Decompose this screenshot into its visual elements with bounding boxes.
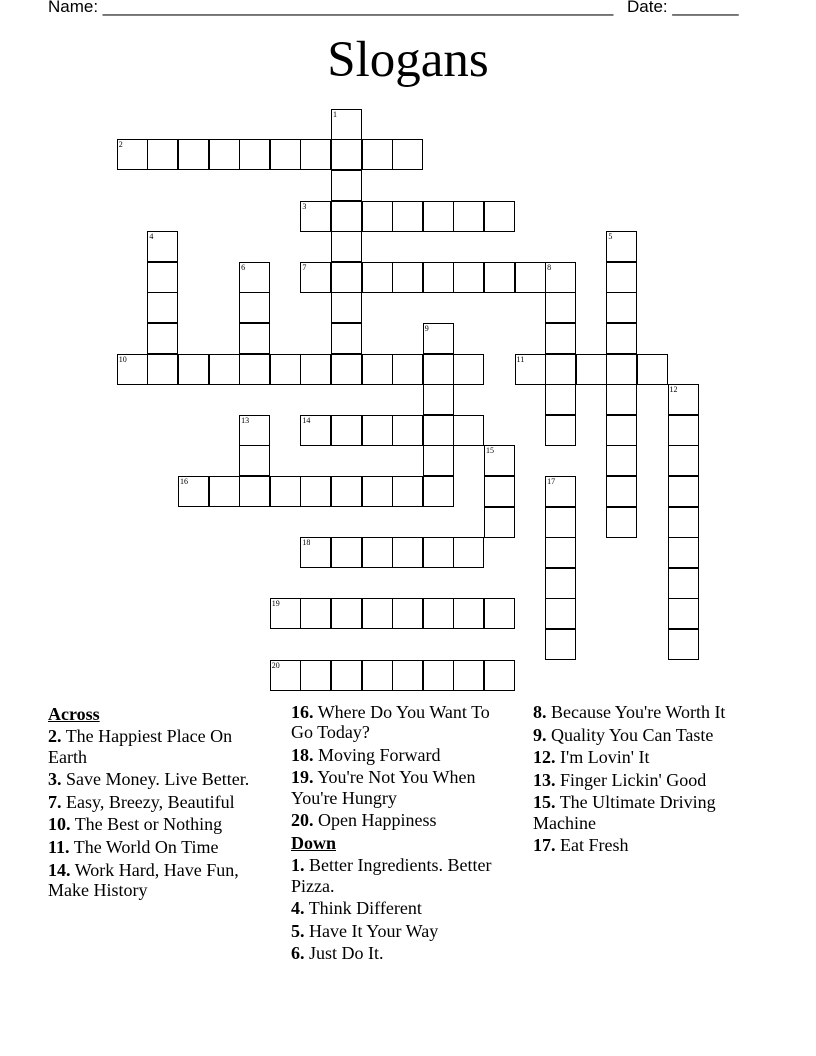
- across-clue: [48, 860, 273, 901]
- grid-cell[interactable]: [178, 476, 209, 507]
- grid-cell[interactable]: [637, 354, 668, 385]
- grid-cell[interactable]: [362, 537, 393, 568]
- grid-cell[interactable]: [453, 415, 484, 446]
- across-clue: [48, 726, 273, 767]
- grid-cell[interactable]: [453, 262, 484, 293]
- clue-number-label: 19: [271, 599, 280, 609]
- grid-cell[interactable]: [331, 660, 362, 691]
- grid-cell[interactable]: [606, 476, 637, 507]
- grid-cell[interactable]: [331, 262, 362, 293]
- grid-cell[interactable]: [178, 354, 209, 385]
- grid-cell[interactable]: [239, 292, 270, 323]
- grid-cell[interactable]: [545, 507, 576, 538]
- grid-cell[interactable]: [668, 507, 699, 538]
- grid-cell[interactable]: [606, 262, 637, 293]
- clues-column-3: [533, 702, 758, 858]
- clue-number-label: 5: [608, 232, 613, 242]
- across-clue: [48, 814, 273, 834]
- clue-number-label: 2: [118, 140, 123, 150]
- clue-text: The Best or Nothing: [74, 814, 223, 835]
- grid-cell[interactable]: [392, 537, 423, 568]
- grid-cell[interactable]: [117, 139, 148, 170]
- grid-cell[interactable]: [362, 201, 393, 232]
- grid-cell[interactable]: [209, 476, 240, 507]
- grid-cell[interactable]: [392, 660, 423, 691]
- across-clue: [291, 702, 516, 743]
- grid-cell[interactable]: [423, 384, 454, 415]
- grid-cell[interactable]: [300, 354, 331, 385]
- grid-cell[interactable]: [239, 354, 270, 385]
- clue-number-label: 8: [547, 262, 552, 272]
- clue-text: Easy, Breezy, Beautiful: [66, 791, 235, 812]
- grid-cell[interactable]: [668, 415, 699, 446]
- grid-cell[interactable]: [239, 139, 270, 170]
- grid-cell[interactable]: [545, 415, 576, 446]
- clue-text: The Happiest Place On Earth: [48, 726, 233, 767]
- clue-number-label: 16: [179, 476, 188, 486]
- grid-cell[interactable]: [484, 476, 515, 507]
- clue-number-label: 10: [118, 354, 127, 364]
- grid-cell[interactable]: [545, 354, 576, 385]
- grid-cell[interactable]: [606, 415, 637, 446]
- clue-text: Where Do You Want To Go Today?: [291, 702, 490, 743]
- grid-cell[interactable]: [423, 262, 454, 293]
- grid-cell[interactable]: [300, 598, 331, 629]
- name-field[interactable]: Name: ______________________________________________________: [48, 0, 614, 16]
- across-clue: [48, 792, 273, 812]
- across-clue: [291, 810, 516, 830]
- grid-cell[interactable]: [545, 629, 576, 660]
- clue-text: Just Do It.: [309, 943, 384, 964]
- grid-cell[interactable]: [239, 476, 270, 507]
- clue-number-label: 9: [424, 323, 429, 333]
- clue-number: 17.: [533, 835, 556, 856]
- grid-cell[interactable]: [239, 445, 270, 476]
- grid-cell[interactable]: [239, 323, 270, 354]
- across-clue: [48, 769, 273, 789]
- grid-cell[interactable]: [392, 598, 423, 629]
- clue-number-label: 12: [669, 385, 678, 395]
- clue-number-label: 17: [547, 476, 556, 486]
- grid-cell[interactable]: [423, 323, 454, 354]
- grid-cell[interactable]: [362, 354, 393, 385]
- grid-cell[interactable]: [331, 537, 362, 568]
- grid-cell[interactable]: [545, 476, 576, 507]
- grid-cell[interactable]: [239, 415, 270, 446]
- across-clue: [48, 837, 273, 857]
- grid-cell[interactable]: [331, 292, 362, 323]
- grid-cell[interactable]: [453, 537, 484, 568]
- grid-cell[interactable]: [331, 139, 362, 170]
- grid-cell[interactable]: [423, 598, 454, 629]
- grid-cell[interactable]: [331, 323, 362, 354]
- clue-number: 15.: [533, 792, 556, 813]
- grid-cell[interactable]: [300, 262, 331, 293]
- grid-cell[interactable]: [545, 262, 576, 293]
- grid-cell[interactable]: [576, 354, 607, 385]
- clue-text: Think Different: [308, 898, 422, 919]
- grid-cell[interactable]: [606, 354, 637, 385]
- grid-cell[interactable]: [270, 660, 301, 691]
- grid-cell[interactable]: [331, 170, 362, 201]
- clue-text: Better Ingredients. Better Pizza.: [291, 855, 492, 896]
- clue-number: 2.: [48, 726, 62, 747]
- grid-cell[interactable]: [668, 629, 699, 660]
- grid-cell[interactable]: [606, 507, 637, 538]
- grid-cell[interactable]: [423, 415, 454, 446]
- grid-cell[interactable]: [606, 384, 637, 415]
- clue-number: 13.: [533, 769, 556, 790]
- grid-cell[interactable]: [453, 598, 484, 629]
- clue-number: 14.: [48, 859, 71, 880]
- grid-cell[interactable]: [392, 476, 423, 507]
- grid-cell[interactable]: [606, 231, 637, 262]
- grid-cell[interactable]: [668, 537, 699, 568]
- down-clue: [533, 770, 758, 790]
- grid-cell[interactable]: [668, 384, 699, 415]
- clues-column-2: [291, 702, 516, 966]
- grid-cell[interactable]: [331, 231, 362, 262]
- grid-cell[interactable]: [300, 476, 331, 507]
- clue-text: Have It Your Way: [309, 920, 439, 941]
- grid-cell[interactable]: [606, 445, 637, 476]
- grid-cell[interactable]: [392, 354, 423, 385]
- grid-cell[interactable]: [331, 201, 362, 232]
- grid-cell[interactable]: [300, 660, 331, 691]
- grid-cell[interactable]: [423, 445, 454, 476]
- grid-cell[interactable]: [270, 354, 301, 385]
- grid-cell[interactable]: [117, 354, 148, 385]
- grid-cell[interactable]: [300, 537, 331, 568]
- grid-cell[interactable]: [392, 415, 423, 446]
- grid-cell[interactable]: [484, 507, 515, 538]
- grid-cell[interactable]: [362, 476, 393, 507]
- grid-cell[interactable]: [209, 354, 240, 385]
- grid-cell[interactable]: [453, 201, 484, 232]
- grid-cell[interactable]: [239, 262, 270, 293]
- grid-cell[interactable]: [362, 415, 393, 446]
- grid-cell[interactable]: [147, 262, 178, 293]
- grid-cell[interactable]: [606, 292, 637, 323]
- grid-cell[interactable]: [668, 445, 699, 476]
- clue-number-label: 4: [149, 232, 154, 242]
- clue-text: Finger Lickin' Good: [560, 769, 707, 790]
- grid-cell[interactable]: [484, 445, 515, 476]
- grid-cell[interactable]: [331, 109, 362, 140]
- grid-cell[interactable]: [453, 354, 484, 385]
- grid-cell[interactable]: [209, 139, 240, 170]
- clue-text: Save Money. Live Better.: [66, 769, 250, 790]
- grid-cell[interactable]: [545, 384, 576, 415]
- grid-cell[interactable]: [147, 354, 178, 385]
- down-clue: [533, 702, 758, 722]
- grid-cell[interactable]: [178, 139, 209, 170]
- clue-number: 18.: [291, 744, 314, 765]
- grid-cell[interactable]: [423, 537, 454, 568]
- grid-cell[interactable]: [147, 231, 178, 262]
- down-clue: [533, 725, 758, 745]
- grid-cell[interactable]: [545, 292, 576, 323]
- grid-cell[interactable]: [545, 598, 576, 629]
- grid-cell[interactable]: [362, 660, 393, 691]
- grid-cell[interactable]: [362, 262, 393, 293]
- clue-text: You're Not You When You're Hungry: [291, 767, 476, 808]
- clue-number: 10.: [48, 814, 71, 835]
- grid-cell[interactable]: [362, 598, 393, 629]
- grid-cell[interactable]: [453, 660, 484, 691]
- grid-cell[interactable]: [668, 598, 699, 629]
- clue-number: 19.: [291, 767, 314, 788]
- clue-text: Eat Fresh: [560, 835, 629, 856]
- grid-cell[interactable]: [545, 568, 576, 599]
- grid-cell[interactable]: [270, 598, 301, 629]
- clue-number-label: 15: [485, 446, 494, 456]
- clue-number: 7.: [48, 791, 62, 812]
- clue-number: 3.: [48, 769, 62, 790]
- date-field[interactable]: Date: _______: [627, 0, 739, 16]
- down-clue: [291, 921, 516, 941]
- clue-number-label: 18: [302, 538, 311, 548]
- grid-cell[interactable]: [270, 476, 301, 507]
- grid-cell[interactable]: [515, 262, 546, 293]
- grid-cell[interactable]: [423, 476, 454, 507]
- clue-number-label: 11: [516, 354, 525, 364]
- down-clue: [291, 943, 516, 963]
- clue-number: 4.: [291, 898, 305, 919]
- clues-column-1: [48, 702, 273, 902]
- across-clue: [291, 745, 516, 765]
- grid-cell[interactable]: [147, 292, 178, 323]
- grid-cell[interactable]: [331, 354, 362, 385]
- clue-text: Because You're Worth It: [551, 702, 726, 722]
- clue-number-label: 13: [241, 415, 250, 425]
- grid-cell[interactable]: [300, 201, 331, 232]
- across-clue: [291, 767, 516, 808]
- clue-number: 11.: [48, 836, 70, 857]
- clue-number: 6.: [291, 943, 305, 964]
- down-clue: [533, 792, 758, 833]
- clue-number: 20.: [291, 810, 314, 831]
- clue-number-label: 14: [302, 415, 311, 425]
- grid-cell[interactable]: [484, 598, 515, 629]
- down-clue: [291, 855, 516, 896]
- down-clue: [291, 898, 516, 918]
- clue-text: Open Happiness: [318, 810, 437, 831]
- across-heading: Across: [48, 704, 100, 724]
- grid-cell[interactable]: [270, 139, 301, 170]
- clue-number-label: 3: [302, 201, 307, 211]
- grid-cell[interactable]: [300, 139, 331, 170]
- clue-number: 16.: [291, 702, 314, 722]
- clue-number: 9.: [533, 724, 547, 745]
- clue-number: 8.: [533, 702, 547, 722]
- grid-cell[interactable]: [331, 415, 362, 446]
- down-clue: [533, 835, 758, 855]
- grid-cell[interactable]: [484, 660, 515, 691]
- grid-cell[interactable]: [392, 139, 423, 170]
- grid-cell[interactable]: [331, 476, 362, 507]
- grid-cell[interactable]: [484, 262, 515, 293]
- grid-cell[interactable]: [668, 476, 699, 507]
- grid-cell[interactable]: [423, 660, 454, 691]
- clue-text: Work Hard, Have Fun, Make History: [48, 859, 239, 900]
- grid-cell[interactable]: [484, 201, 515, 232]
- clue-text: The Ultimate Driving Machine: [533, 792, 716, 833]
- clue-number: 12.: [533, 747, 556, 768]
- clue-number: 1.: [291, 855, 305, 876]
- grid-cell[interactable]: [147, 323, 178, 354]
- grid-cell[interactable]: [392, 201, 423, 232]
- grid-cell[interactable]: [423, 201, 454, 232]
- clue-number: 5.: [291, 920, 305, 941]
- grid-cell[interactable]: [545, 323, 576, 354]
- down-heading: Down: [291, 832, 337, 853]
- grid-cell[interactable]: [606, 323, 637, 354]
- clue-text: Moving Forward: [318, 744, 441, 765]
- clue-text: The World On Time: [73, 836, 219, 857]
- grid-cell[interactable]: [423, 354, 454, 385]
- down-clue: [533, 747, 758, 767]
- grid-cell[interactable]: [392, 262, 423, 293]
- clue-text: I'm Lovin' It: [560, 747, 650, 768]
- clue-text: Quality You Can Taste: [551, 724, 714, 745]
- clue-number-label: 6: [241, 262, 246, 272]
- puzzle-title: Slogans: [327, 32, 489, 88]
- clue-number-label: 7: [302, 262, 307, 272]
- clue-number-label: 20: [271, 660, 280, 670]
- grid-cell[interactable]: [147, 139, 178, 170]
- grid-cell[interactable]: [362, 139, 393, 170]
- grid-cell[interactable]: [515, 354, 546, 385]
- grid-cell[interactable]: [331, 598, 362, 629]
- clue-number-label: 1: [332, 109, 337, 119]
- grid-cell[interactable]: [545, 537, 576, 568]
- grid-cell[interactable]: [668, 568, 699, 599]
- grid-cell[interactable]: [300, 415, 331, 446]
